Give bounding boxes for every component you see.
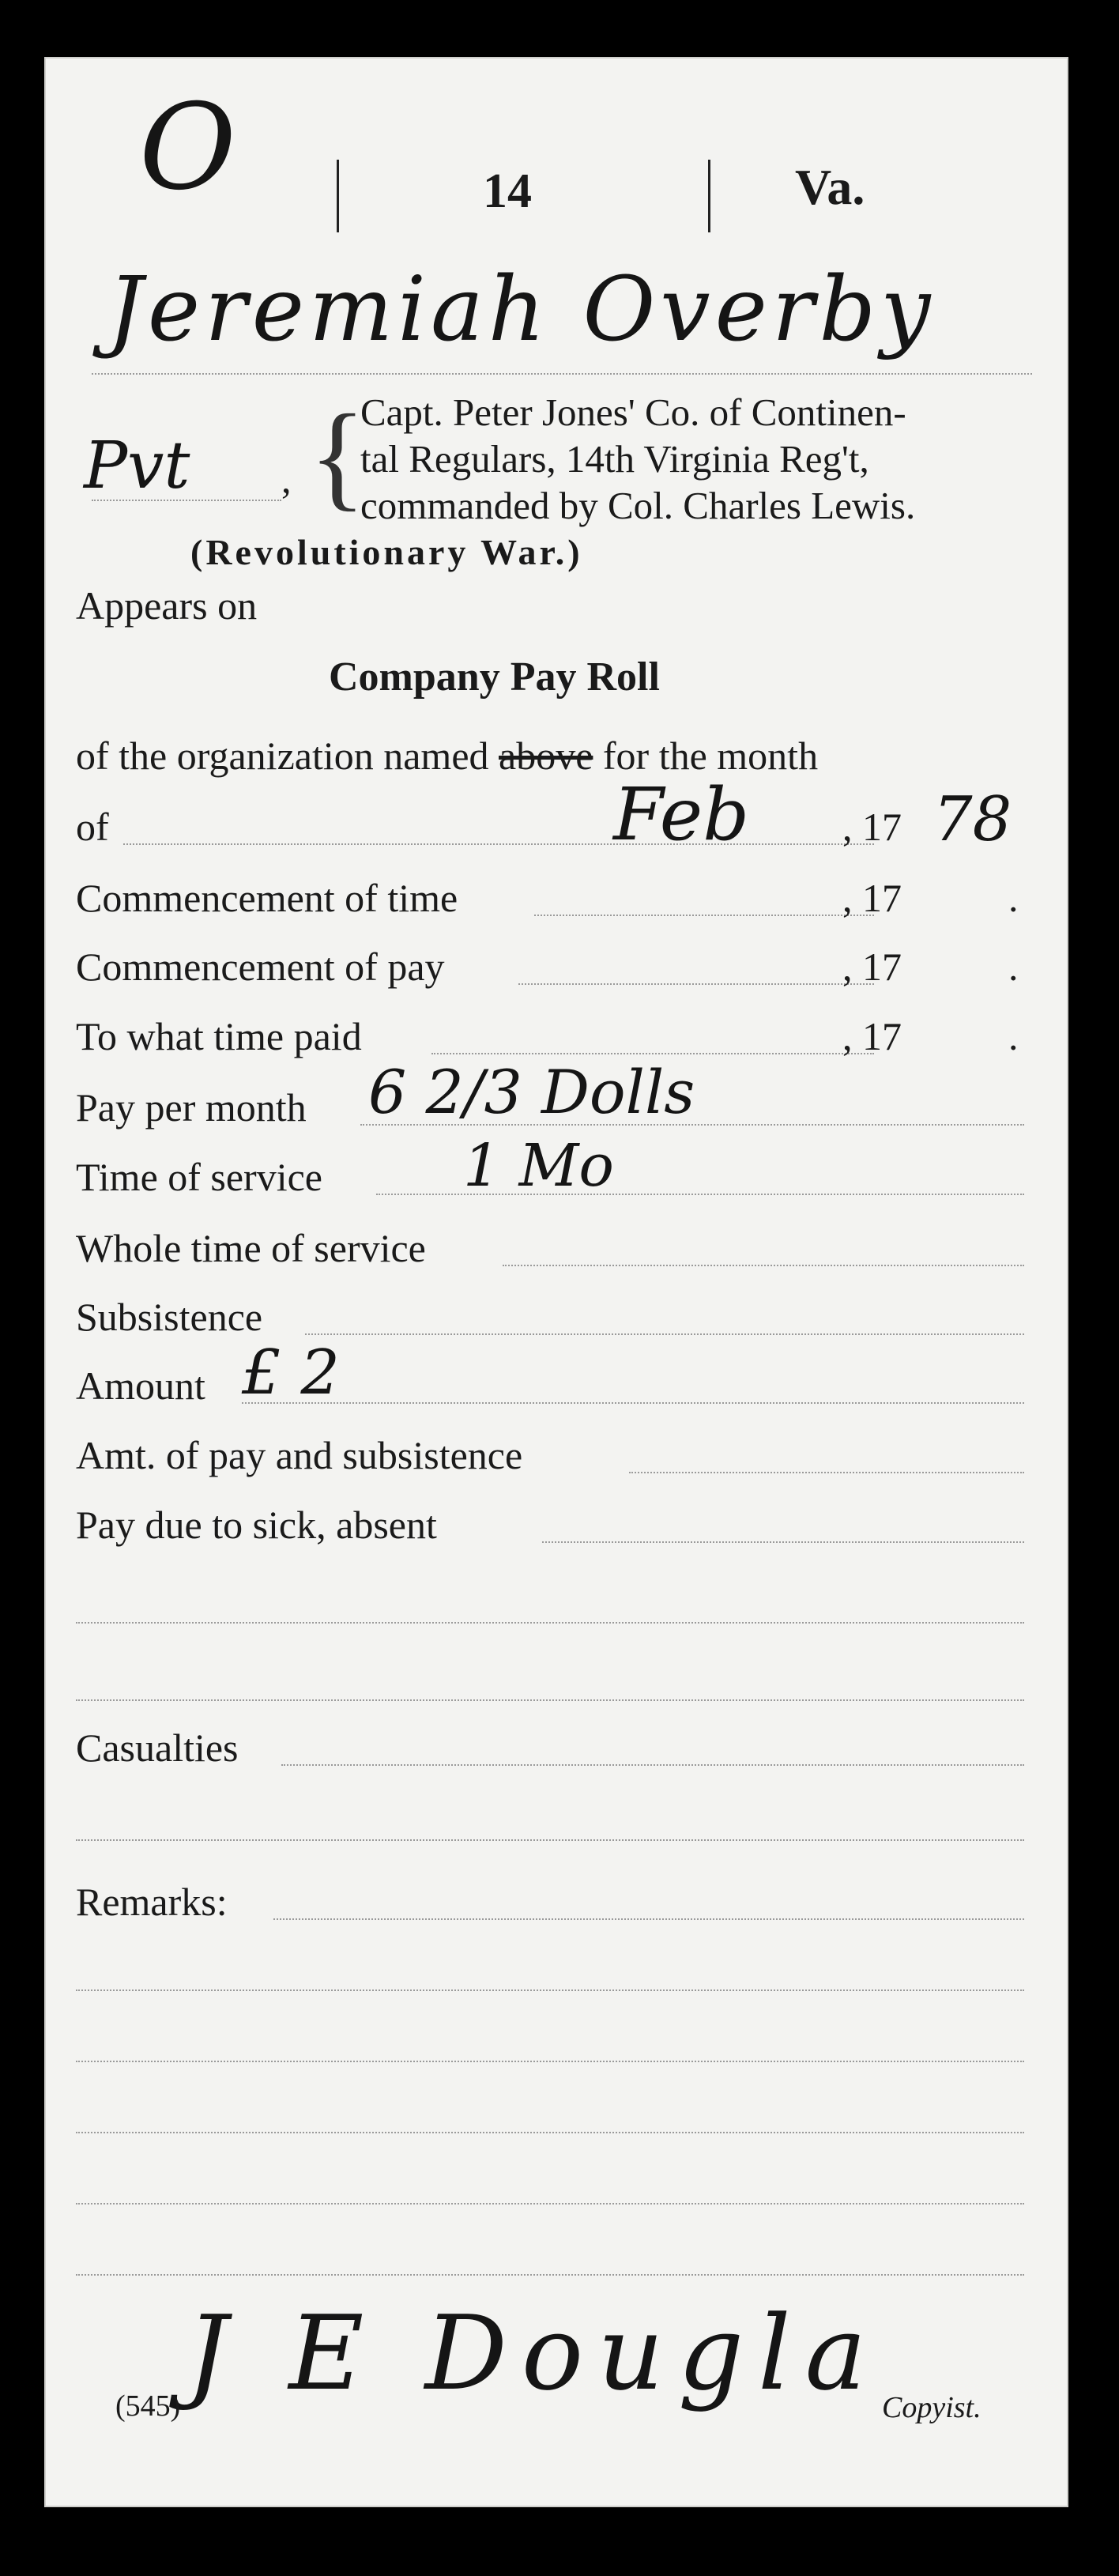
of-month-value: Feb <box>613 772 750 857</box>
to-what-time-period: . <box>1008 1014 1019 1058</box>
pay-due-sick-line <box>542 1541 1024 1543</box>
of-year-hand: 78 <box>933 784 1012 855</box>
blank-line-5 <box>76 2061 1024 2062</box>
struck-word: above <box>499 734 593 778</box>
pay-per-month-line <box>360 1124 1024 1126</box>
org-line-2: tal Regulars, 14th Virginia Reg't, <box>360 437 869 481</box>
amt-pay-subsistence-line <box>629 1472 1024 1473</box>
header-initial: O <box>139 79 236 217</box>
amt-pay-subsistence-label: Amt. of pay and subsistence <box>76 1433 523 1477</box>
soldier-rank: Pvt <box>84 428 190 504</box>
whole-time-line <box>503 1265 1024 1266</box>
casualties-label: Casualties <box>76 1726 239 1770</box>
soldier-name: Jeremiah Overby <box>107 258 936 361</box>
commencement-pay-period: . <box>1008 945 1019 989</box>
casualties-line <box>281 1764 1024 1766</box>
commencement-pay-label: Commencement of pay <box>76 945 445 989</box>
roll-title: Company Pay Roll <box>329 654 660 700</box>
to-what-time-line <box>431 1053 874 1054</box>
blank-line-7 <box>76 2203 1024 2204</box>
org-line-3: commanded by Col. Charles Lewis. <box>360 484 916 527</box>
amount-label: Amount <box>76 1363 205 1408</box>
time-of-service-label: Time of service <box>76 1155 322 1199</box>
of-year-printed: , 17 <box>842 805 902 849</box>
rank-comma: , <box>281 457 292 501</box>
org-line-1: Capt. Peter Jones' Co. of Continen- <box>360 390 906 434</box>
subsistence-line <box>305 1333 1024 1335</box>
commencement-time-year: , 17 <box>842 876 902 920</box>
subsistence-label: Subsistence <box>76 1295 263 1339</box>
whole-time-label: Whole time of service <box>76 1226 426 1270</box>
to-what-time-year: , 17 <box>842 1014 902 1058</box>
war-label: (Revolutionary War.) <box>190 532 583 572</box>
blank-line-3 <box>76 1839 1024 1841</box>
commencement-time-line <box>534 915 874 916</box>
blank-line-8 <box>76 2274 1024 2276</box>
time-of-service-value: 1 Mo <box>463 1132 614 1200</box>
pay-due-sick-label: Pay due to sick, absent <box>76 1503 437 1547</box>
form-number: (545) <box>115 2389 181 2423</box>
pay-per-month-value: 6 2/3 Dolls <box>368 1057 695 1127</box>
org-brace: { <box>309 390 366 522</box>
blank-line-2 <box>76 1699 1024 1701</box>
copyist-label: Copyist. <box>882 2391 981 2424</box>
blank-line-4 <box>76 1990 1024 1991</box>
blank-line-1 <box>76 1622 1024 1624</box>
commencement-pay-line <box>518 983 874 985</box>
commencement-pay-year: , 17 <box>842 945 902 989</box>
of-line <box>123 843 874 845</box>
amount-line <box>242 1402 1024 1404</box>
remarks-label: Remarks: <box>76 1880 228 1924</box>
month-intro-after: for the month <box>593 734 819 778</box>
copyist-signature: J E Dougla <box>186 2293 881 2413</box>
commencement-time-period: . <box>1008 876 1019 920</box>
appears-on: Appears on <box>76 583 258 628</box>
blank-line-6 <box>76 2132 1024 2133</box>
commencement-time-label: Commencement of time <box>76 876 458 920</box>
amount-value: £ 2 <box>242 1337 341 1409</box>
name-line <box>92 373 1032 375</box>
of-label: of <box>76 805 109 849</box>
rank-line <box>92 500 281 501</box>
to-what-time-label: To what time paid <box>76 1014 362 1058</box>
header-divider-right <box>708 160 710 232</box>
organization-block <box>360 389 1056 529</box>
pay-per-month-label: Pay per month <box>76 1085 307 1130</box>
remarks-line <box>273 1918 1024 1920</box>
month-intro-before: of the organization named <box>76 734 499 778</box>
regiment-number: 14 <box>483 164 532 218</box>
time-of-service-line <box>376 1194 1024 1195</box>
state: Va. <box>795 159 865 215</box>
muster-card <box>44 57 1068 2507</box>
header-divider-left <box>337 160 339 232</box>
